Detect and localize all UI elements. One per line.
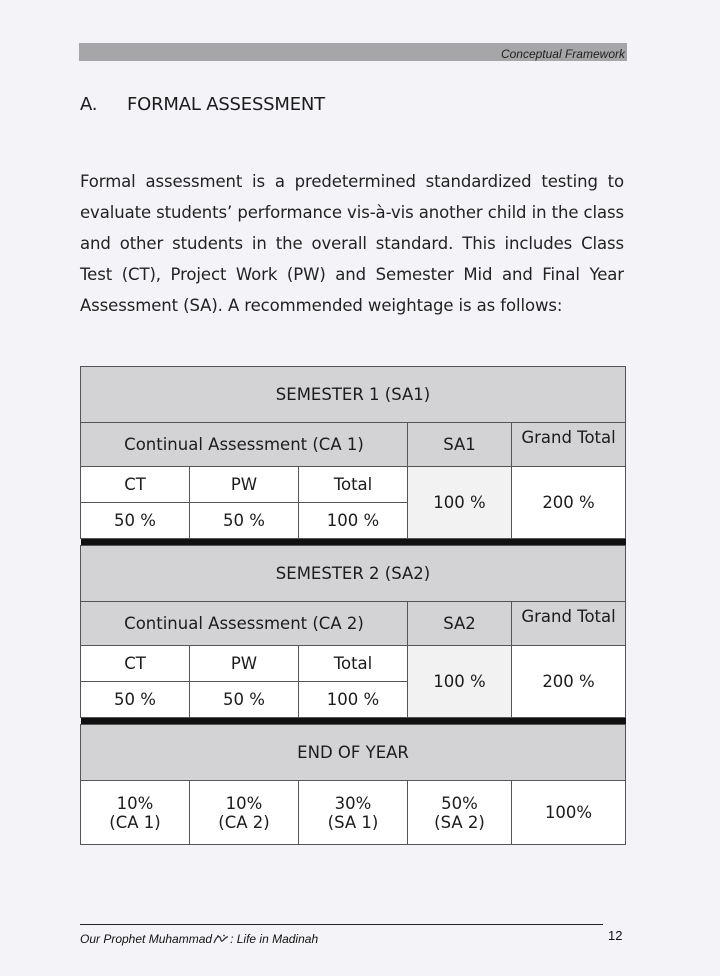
end-of-year-cell bbox=[408, 781, 512, 845]
semester2-grand-header bbox=[512, 602, 626, 646]
semester2-title: SEMESTER 2 (SA2) bbox=[81, 546, 626, 602]
section-title bbox=[80, 94, 325, 115]
page-number: 12 bbox=[608, 928, 623, 943]
semester1-ct-header: CT bbox=[81, 467, 190, 503]
header-bar bbox=[79, 43, 627, 61]
semester1-total-value: 100 % bbox=[299, 503, 408, 539]
footer-title bbox=[80, 932, 318, 946]
footer-title-start: Our Prophet Muhammad bbox=[80, 932, 213, 946]
semester1-ca-header: Continual Assessment (CA 1) bbox=[81, 423, 408, 467]
semester2-sa-header: SA2 bbox=[408, 602, 512, 646]
semester1-grand-label: Grand Total bbox=[521, 427, 616, 447]
end-of-year-cell bbox=[81, 781, 190, 845]
semester2-ca-header: Continual Assessment (CA 2) bbox=[81, 602, 408, 646]
semester1-grand-header bbox=[512, 423, 626, 467]
end-of-year-title: END OF YEAR bbox=[81, 725, 626, 781]
semester1-title: SEMESTER 1 (SA1) bbox=[81, 367, 626, 423]
semester2-pw-value: 50 % bbox=[190, 682, 299, 718]
semester2-pw-header: PW bbox=[190, 646, 299, 682]
semester2-grand-value: 200 % bbox=[512, 646, 626, 718]
footer-rule bbox=[80, 924, 603, 925]
semester2-total-header: Total bbox=[299, 646, 408, 682]
section-heading: FORMAL ASSESSMENT bbox=[127, 94, 325, 115]
semester2-grand-label: Grand Total bbox=[521, 606, 616, 626]
semester1-pw-header: PW bbox=[190, 467, 299, 503]
section-number: A. bbox=[80, 94, 98, 115]
end-of-year-pct: 50% bbox=[441, 793, 478, 813]
end-of-year-cell bbox=[190, 781, 299, 845]
semester1-total-header: Total bbox=[299, 467, 408, 503]
table-separator bbox=[81, 718, 626, 725]
semester1-sa-header: SA1 bbox=[408, 423, 512, 467]
semester1-grand-value: 200 % bbox=[512, 467, 626, 539]
semester2-ct-value: 50 % bbox=[81, 682, 190, 718]
semester1-pw-value: 50 % bbox=[190, 503, 299, 539]
semester1-ct-value: 50 % bbox=[81, 503, 190, 539]
end-of-year-total: 100% bbox=[512, 781, 626, 845]
end-of-year-label: (SA 1) bbox=[327, 812, 379, 832]
end-of-year-label: (CA 2) bbox=[218, 812, 270, 832]
semester2-total-value: 100 % bbox=[299, 682, 408, 718]
footer-title-end: : Life in Madinah bbox=[230, 932, 319, 946]
end-of-year-pct: 10% bbox=[225, 793, 263, 813]
calligraphy-icon bbox=[213, 933, 229, 945]
intro-paragraph: Formal assessment is a predetermined standardized testing to evaluate students’ performance vis-à-vis another child in the class and other students in the overall standard. This includes Class Test (CT), Project Work (PW) and Semester Mid and Final Year Assessment (SA). A recommended weightage is as follows: bbox=[80, 172, 624, 315]
end-of-year-label: (CA 1) bbox=[109, 812, 161, 832]
semester2-ct-header: CT bbox=[81, 646, 190, 682]
running-header-title: Conceptual Framework bbox=[500, 47, 625, 61]
table-separator bbox=[81, 539, 626, 546]
semester1-sa-value: 100 % bbox=[408, 467, 512, 539]
end-of-year-cell bbox=[299, 781, 408, 845]
weightage-table bbox=[80, 366, 626, 845]
end-of-year-pct: 10% bbox=[116, 793, 154, 813]
end-of-year-label: (SA 2) bbox=[434, 812, 485, 832]
end-of-year-pct: 30% bbox=[334, 793, 372, 813]
semester2-sa-value: 100 % bbox=[408, 646, 512, 718]
